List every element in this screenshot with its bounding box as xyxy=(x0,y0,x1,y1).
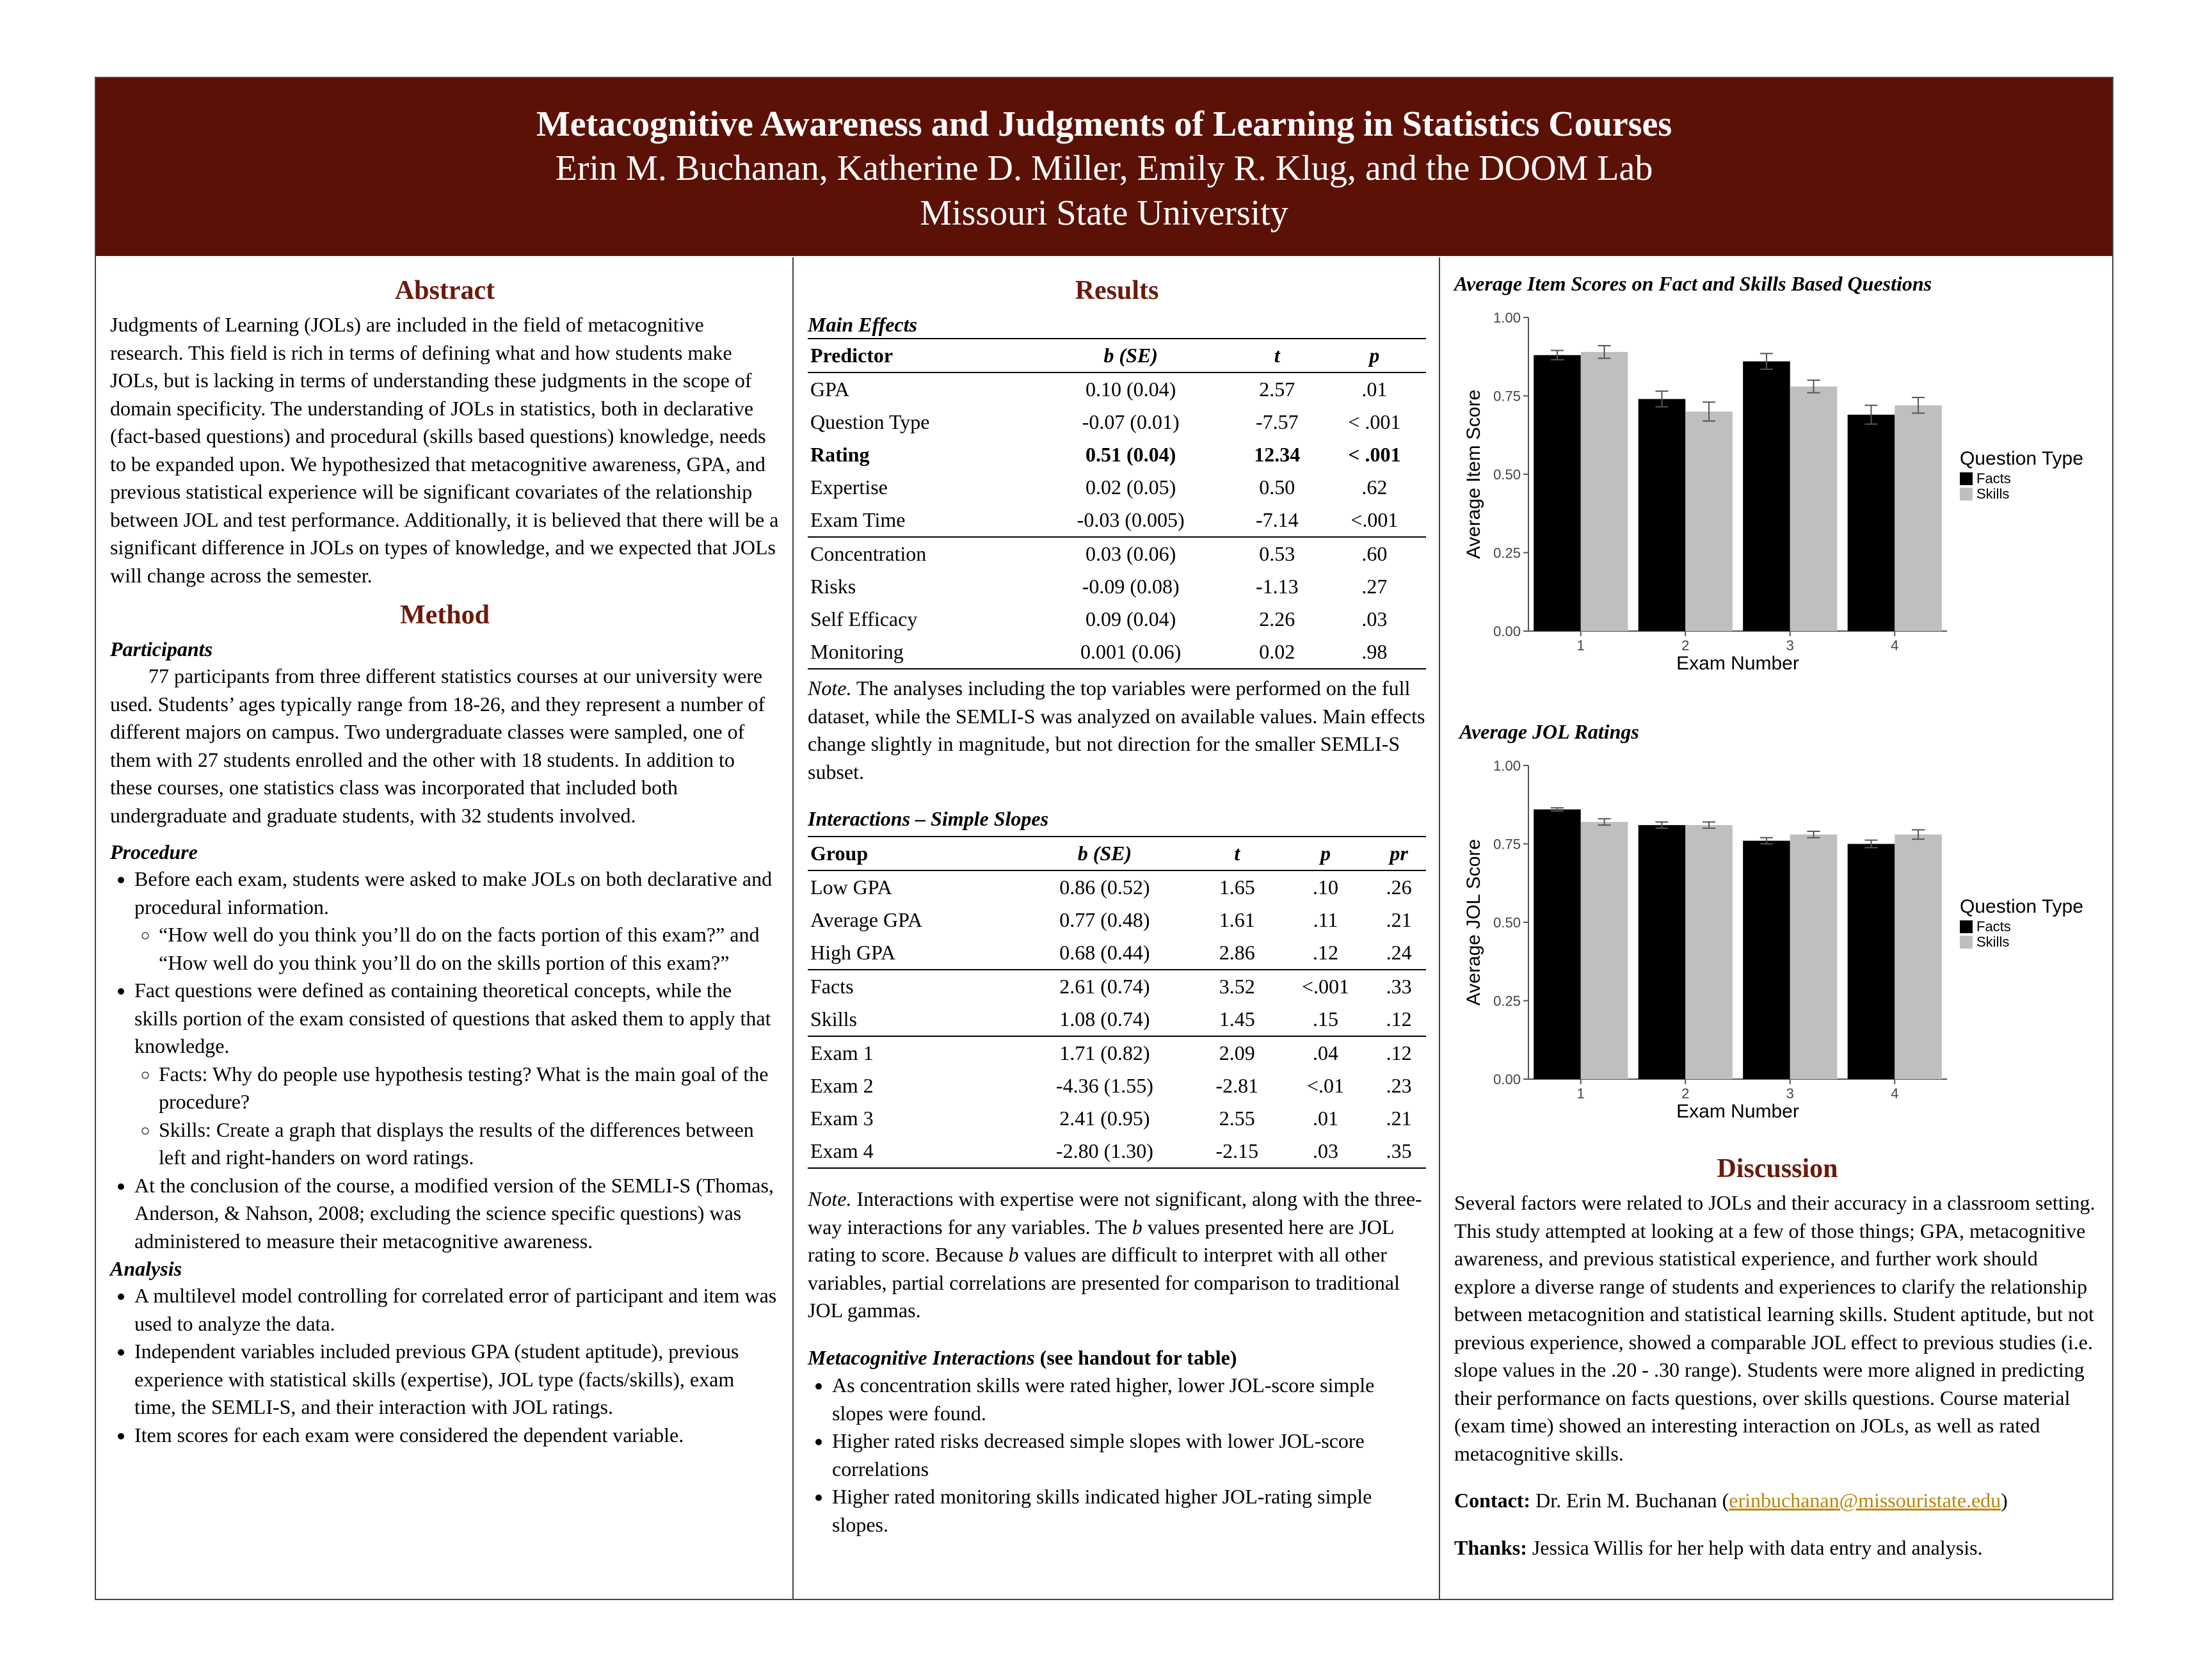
middle-column xyxy=(794,257,1440,1599)
list-item: • A multilevel model controlling for correlated error of participant and item was used to analyze the data. xyxy=(134,1282,780,1338)
table-cell: Exam 3 xyxy=(810,1107,874,1130)
table-row xyxy=(808,970,1426,1003)
list-item: ◦ Skills: Create a graph that displays the results of the differences between left and right-handers on word ratings. xyxy=(159,1116,780,1172)
table-cell: 1.61 xyxy=(1219,908,1255,931)
table-cell: 1.45 xyxy=(1195,1003,1279,1036)
y-tick-label: 1.00 xyxy=(1493,758,1521,774)
legend-label: Skills xyxy=(1976,486,2010,502)
legend-label: Skills xyxy=(1976,934,2010,950)
contact-line xyxy=(1454,1487,2101,1515)
x-tick-label: 1 xyxy=(1576,1086,1585,1102)
table-cell: 0.001 (0.06) xyxy=(1030,636,1231,669)
table-cell: Average GPA xyxy=(810,908,923,931)
legend-title: Question Type xyxy=(1960,448,2083,469)
table-header: b (SE) xyxy=(1030,339,1231,373)
table-cell: Facts xyxy=(810,975,854,998)
table-cell: Exam 2 xyxy=(810,1074,874,1097)
legend-swatch xyxy=(1960,936,1973,949)
table-cell: 2.26 xyxy=(1259,607,1295,630)
table-cell: 12.34 xyxy=(1254,443,1301,466)
table-cell: -2.15 xyxy=(1195,1135,1279,1168)
table-row xyxy=(808,636,1426,669)
interactions-heading: Interactions – Simple Slopes xyxy=(808,807,1049,830)
table-cell: 0.68 (0.44) xyxy=(1014,936,1195,970)
table-cell: .12 xyxy=(1372,1003,1426,1036)
table-cell: 1.08 (0.74) xyxy=(1014,1003,1195,1036)
table-cell: .33 xyxy=(1386,975,1412,998)
chart-2-title: Average JOL Ratings xyxy=(1459,720,1639,743)
bar-facts xyxy=(1534,355,1581,631)
legend-swatch xyxy=(1960,920,1973,933)
table-cell: .11 xyxy=(1313,908,1338,931)
y-axis-label: Average JOL Score xyxy=(1463,838,1484,1006)
table-row xyxy=(808,936,1426,970)
table-cell: .01 xyxy=(1312,1107,1338,1130)
x-tick-label: 1 xyxy=(1576,637,1585,653)
table-row xyxy=(808,1070,1426,1102)
note-label: Note. xyxy=(808,677,852,700)
y-tick-label: 0.25 xyxy=(1493,993,1521,1009)
x-tick-label: 3 xyxy=(1786,1086,1794,1102)
x-tick-label: 2 xyxy=(1681,637,1690,653)
bar-skills xyxy=(1895,835,1942,1079)
table-row xyxy=(808,1003,1426,1036)
list-item-text: Fact questions were defined as containing theoretical concepts, while the skills portion of the exam consisted of questions that asked them to apply that knowledge. xyxy=(134,979,771,1057)
table-row xyxy=(808,603,1426,636)
contact-name: Dr. Erin M. Buchanan ( xyxy=(1530,1489,1729,1512)
table-header: Predictor xyxy=(808,339,1030,373)
table-cell: 0.02 (0.05) xyxy=(1085,476,1176,499)
bar-skills xyxy=(1685,412,1733,631)
table-cell: .26 xyxy=(1386,876,1412,899)
table-cell: <.01 xyxy=(1306,1074,1344,1097)
table-header: Group xyxy=(808,837,1014,870)
table-cell: 0.02 xyxy=(1231,636,1323,669)
note-label: Note. xyxy=(808,1187,852,1210)
note-text: b xyxy=(1008,1243,1019,1266)
table-cell: .24 xyxy=(1372,936,1426,970)
table-cell: High GPA xyxy=(808,936,1014,970)
x-axis-label: Exam Number xyxy=(1676,1101,1799,1122)
table-header: b (SE) xyxy=(1014,837,1195,870)
meta-heading-text: Metacognitive Interactions xyxy=(808,1345,1035,1369)
y-tick-label: 0.50 xyxy=(1493,915,1521,931)
bar-facts xyxy=(1639,399,1686,631)
table-cell: -0.09 (0.08) xyxy=(1082,575,1180,598)
table-cell: -1.13 xyxy=(1255,575,1299,598)
table-header: t xyxy=(1231,339,1323,373)
table-row xyxy=(808,1036,1426,1070)
x-tick-label: 2 xyxy=(1681,1086,1690,1102)
discussion-text: Several factors were related to JOLs and their accuracy in a classroom setting. This study attempted at looking at a few of those things; GPA, metacognitive awareness, and previous statistical experience, and further work should explore a diverse range of students and experiences to clarify the relationship between metacognition and statistical learning skills. Student aptitude, but not previous experience, showed a comparable JOL effect to previous studies (i.e. slope values in the .20 - .30 range). Students were more aligned in predicting their performance on facts questions, over skills questions. Course material (exam time) showed an interesting interaction on JOLs, as well as rated metacognitive skills. xyxy=(1454,1191,2096,1465)
table-cell: .12 xyxy=(1279,936,1372,970)
participants-text: 77 participants from three different statistics courses at our university were used. Students’ ages typically range from 18-26, and they represent a number of different majors on campus. Two undergraduate classes were sampled, one of them with 27 students enrolled and the other with 18 students. In addition to these courses, one statistics class was incorporated that included both undergraduate and graduate students, with 32 students involved. xyxy=(110,664,765,827)
table-cell: GPA xyxy=(810,378,850,401)
bar-facts xyxy=(1848,844,1895,1080)
contact-label: Contact: xyxy=(1454,1489,1531,1512)
table-cell: .35 xyxy=(1372,1135,1426,1168)
table-cell: 0.51 (0.04) xyxy=(1085,443,1176,466)
bar-facts xyxy=(1848,415,1895,631)
list-item xyxy=(134,865,780,977)
bar-skills xyxy=(1685,825,1733,1079)
list-item: • At the conclusion of the course, a modified version of the SEMLI-S (Thomas, Anderson, & Nahson, 2008; excluding the science specific questions) was administered to measure their metacognitive awareness. xyxy=(134,1172,780,1256)
table-cell: -4.36 (1.55) xyxy=(1055,1074,1153,1097)
table-cell: -0.03 (0.005) xyxy=(1030,504,1231,537)
table-cell: Risks xyxy=(810,575,856,598)
poster xyxy=(95,77,2113,1600)
table-cell: .60 xyxy=(1361,542,1388,565)
table-row xyxy=(808,904,1426,936)
thanks-text: Jessica Willis for her help with data entry and analysis. xyxy=(1527,1535,1983,1559)
table-cell: .21 xyxy=(1386,1107,1412,1130)
table-cell: .98 xyxy=(1323,636,1426,669)
table-cell: 2.09 xyxy=(1219,1041,1255,1064)
table-cell: Skills xyxy=(808,1003,1014,1036)
table-cell: -2.80 (1.30) xyxy=(1014,1135,1195,1168)
bar-skills xyxy=(1581,352,1628,631)
table-cell: -2.81 xyxy=(1215,1074,1259,1097)
participants-heading: Participants xyxy=(110,637,213,661)
interactions-body xyxy=(808,870,1426,1168)
table-cell: .62 xyxy=(1361,476,1388,499)
list-item-text: Before each exam, students were asked to make JOLs on both declarative and procedural information. xyxy=(134,867,773,918)
table-cell: .03 xyxy=(1279,1135,1372,1168)
results-heading: Results xyxy=(1075,276,1159,305)
bar-facts xyxy=(1534,810,1581,1079)
table-cell: .01 xyxy=(1361,378,1388,401)
method-heading: Method xyxy=(400,600,490,630)
poster-title: Metacognitive Awareness and Judgments of Learning in Statistics Courses xyxy=(536,104,1672,144)
table-row xyxy=(808,504,1426,537)
item-score-chart xyxy=(1454,300,2101,696)
table-cell: .15 xyxy=(1279,1003,1372,1036)
list-item: • Independent variables included previous GPA (student aptitude), previous experience with statistical skills (expertise), JOL type (facts/skills), exam time, the SEMLI-S, and their interaction with JOL ratings. xyxy=(134,1338,780,1422)
table-cell: Expertise xyxy=(810,476,888,499)
table-cell: < .001 xyxy=(1348,443,1401,466)
jol-rating-chart xyxy=(1454,748,2101,1144)
legend-title: Question Type xyxy=(1960,896,2083,917)
meta-heading-suffix: (see handout for table) xyxy=(1034,1345,1237,1369)
table-row xyxy=(808,570,1426,603)
legend-swatch xyxy=(1960,488,1973,501)
table-cell: -7.14 xyxy=(1231,504,1323,537)
table-row xyxy=(808,870,1426,904)
table-cell: 2.57 xyxy=(1259,378,1295,401)
y-tick-label: 0.75 xyxy=(1493,388,1521,405)
x-tick-label: 4 xyxy=(1891,1086,1899,1102)
table-cell: <.001 xyxy=(1301,975,1349,998)
abstract-text: Judgments of Learning (JOLs) are included in the field of metacognitive research. This field is rich in terms of defining what and how students make JOLs, but is lacking in terms of understanding these judgments in the scope of domain specificity. The understanding of JOLs in statistics, both in declarative (fact-based questions) and procedural (skills based questions) knowledge, needs to be expanded upon. We hypothesized that metacognitive awareness, GPA, and previous statistical experience will be significant covariates of the relationship between JOL and test performance. Additionally, it is believed that there will be a significant difference in JOLs on types of knowledge, and we expected that JOLs will change across the semester. xyxy=(110,313,779,587)
list-item: • As concentration skills were rated higher, lower JOL-score simple slopes were found. xyxy=(832,1372,1426,1427)
x-tick-label: 4 xyxy=(1891,637,1899,653)
table-cell: Exam Time xyxy=(808,504,1030,537)
bar-facts xyxy=(1639,825,1686,1079)
table-cell: Exam 1 xyxy=(810,1041,874,1064)
table-cell: 2.86 xyxy=(1195,936,1279,970)
note-text: values are difficult to interpret with all other variables, partial correlations are presented for comparison to traditional JOL gammas. xyxy=(808,1243,1400,1322)
legend-label: Facts xyxy=(1976,918,2011,934)
table-header: p xyxy=(1323,339,1426,373)
thanks-label: Thanks: xyxy=(1454,1535,1527,1559)
analysis-heading: Analysis xyxy=(110,1257,182,1280)
table-cell: .04 xyxy=(1312,1041,1338,1064)
right-column xyxy=(1440,257,2113,1599)
table-cell: 0.77 (0.48) xyxy=(1059,908,1150,931)
thanks-line xyxy=(1454,1534,2101,1562)
table-cell: .12 xyxy=(1386,1041,1412,1064)
y-tick-label: 0.00 xyxy=(1493,623,1521,639)
y-axis-label: Average Item Score xyxy=(1463,389,1484,559)
discussion-heading: Discussion xyxy=(1717,1154,1838,1183)
results-note-2 xyxy=(808,1185,1426,1325)
procedure-heading: Procedure xyxy=(110,840,198,863)
meta-list xyxy=(808,1372,1426,1539)
note-text: b xyxy=(1132,1215,1142,1238)
list-item: ◦ Facts: Why do people use hypothesis testing? What is the main goal of the procedure? xyxy=(159,1061,780,1116)
table-cell: Question Type xyxy=(810,410,930,433)
contact-close: ) xyxy=(2001,1489,2008,1512)
y-tick-label: 0.75 xyxy=(1493,836,1521,853)
table-cell: .23 xyxy=(1386,1074,1412,1097)
table-cell: < .001 xyxy=(1348,410,1401,433)
bar-skills xyxy=(1790,387,1838,631)
list-item: • Higher rated monitoring skills indicated higher JOL-rating simple slopes. xyxy=(832,1483,1426,1539)
note-text: Interactions with expertise were not significant, along with the three-way interactions for any variables. The xyxy=(808,1187,1422,1238)
table-cell: 1.65 xyxy=(1219,876,1255,899)
table-cell: 0.53 xyxy=(1259,542,1295,565)
table-cell: .27 xyxy=(1361,575,1388,598)
y-tick-label: 1.00 xyxy=(1493,310,1521,326)
table-row xyxy=(808,373,1426,406)
x-axis-label: Exam Number xyxy=(1676,653,1799,674)
table-cell: Self Efficacy xyxy=(810,607,918,630)
poster-header xyxy=(96,78,2112,256)
legend-label: Facts xyxy=(1976,470,2011,486)
table-cell: 0.50 xyxy=(1259,476,1295,499)
left-column xyxy=(96,257,794,1599)
table-row xyxy=(808,406,1426,438)
table-cell: Low GPA xyxy=(810,876,892,899)
table-header: p xyxy=(1279,837,1372,870)
table-cell: 0.03 (0.06) xyxy=(1085,542,1176,565)
table-row xyxy=(808,537,1426,570)
table-row xyxy=(808,471,1426,504)
legend-swatch xyxy=(1960,472,1973,485)
meta-heading xyxy=(808,1344,1426,1372)
table-cell: .03 xyxy=(1361,607,1388,630)
bar-facts xyxy=(1743,362,1790,631)
main-effects-table xyxy=(808,338,1426,669)
analysis-list xyxy=(110,1282,780,1449)
y-tick-label: 0.25 xyxy=(1493,545,1521,561)
table-cell: -0.07 (0.01) xyxy=(1082,410,1180,433)
institution: Missouri State University xyxy=(920,193,1288,233)
bar-skills xyxy=(1790,835,1838,1079)
authors: Erin M. Buchanan, Katherine D. Miller, Emily R. Klug, and the DOOM Lab xyxy=(555,148,1653,188)
table-cell: -7.57 xyxy=(1255,410,1299,433)
table-header: t xyxy=(1195,837,1279,870)
main-effects-body xyxy=(808,373,1426,669)
table-cell: 0.86 (0.52) xyxy=(1059,876,1150,899)
table-cell: Monitoring xyxy=(808,636,1030,669)
table-cell: Concentration xyxy=(810,542,927,565)
table-cell: 2.55 xyxy=(1219,1107,1255,1130)
table-row xyxy=(808,1135,1426,1168)
abstract-heading: Abstract xyxy=(394,276,495,305)
table-row xyxy=(808,438,1426,471)
table-header: pr xyxy=(1372,837,1426,870)
list-item: • Higher rated risks decreased simple slopes with lower JOL-score correlations xyxy=(832,1427,1426,1483)
table-cell: 2.41 (0.95) xyxy=(1059,1107,1150,1130)
x-tick-label: 3 xyxy=(1786,637,1794,653)
table-cell: Exam 4 xyxy=(808,1135,1014,1168)
results-note-1 xyxy=(808,675,1426,786)
note-text: The analyses including the top variables were performed on the full dataset, while the SEMLI-S was analyzed on available values. Main effects change slightly in magnitude, but not direction for the smaller SEMLI-S subset. xyxy=(808,677,1425,783)
table-row xyxy=(808,1102,1426,1135)
note-text: values presented here are JOL rating to score. Because xyxy=(808,1215,1394,1266)
procedure-list xyxy=(110,865,780,1255)
bar-facts xyxy=(1743,841,1790,1079)
table-cell: .21 xyxy=(1386,908,1412,931)
bar-skills xyxy=(1581,822,1628,1079)
y-tick-label: 0.50 xyxy=(1493,467,1521,483)
main-effects-heading: Main Effects xyxy=(808,313,917,336)
interactions-table xyxy=(808,836,1426,1169)
list-item: • Item scores for each exam were considered the dependent variable. xyxy=(134,1422,780,1450)
table-cell: 1.71 (0.82) xyxy=(1059,1041,1150,1064)
table-cell: 0.10 (0.04) xyxy=(1085,378,1176,401)
table-cell: .10 xyxy=(1312,876,1338,899)
table-cell: 2.61 (0.74) xyxy=(1059,975,1150,998)
y-tick-label: 0.00 xyxy=(1493,1071,1521,1087)
chart-1-title: Average Item Scores on Fact and Skills Based Questions xyxy=(1454,272,1932,295)
table-cell: Rating xyxy=(810,443,870,466)
table-cell: 3.52 xyxy=(1219,975,1255,998)
contact-email-link[interactable]: erinbuchanan@missouristate.edu xyxy=(1729,1489,2001,1512)
table-cell: <.001 xyxy=(1323,504,1426,537)
list-item: ◦ “How well do you think you’ll do on the facts portion of this exam?” and “How well do you think you’ll do on the skills portion of this exam?” xyxy=(159,921,780,977)
list-item xyxy=(134,977,780,1172)
table-cell: 0.09 (0.04) xyxy=(1085,607,1176,630)
bar-skills xyxy=(1895,405,1942,631)
